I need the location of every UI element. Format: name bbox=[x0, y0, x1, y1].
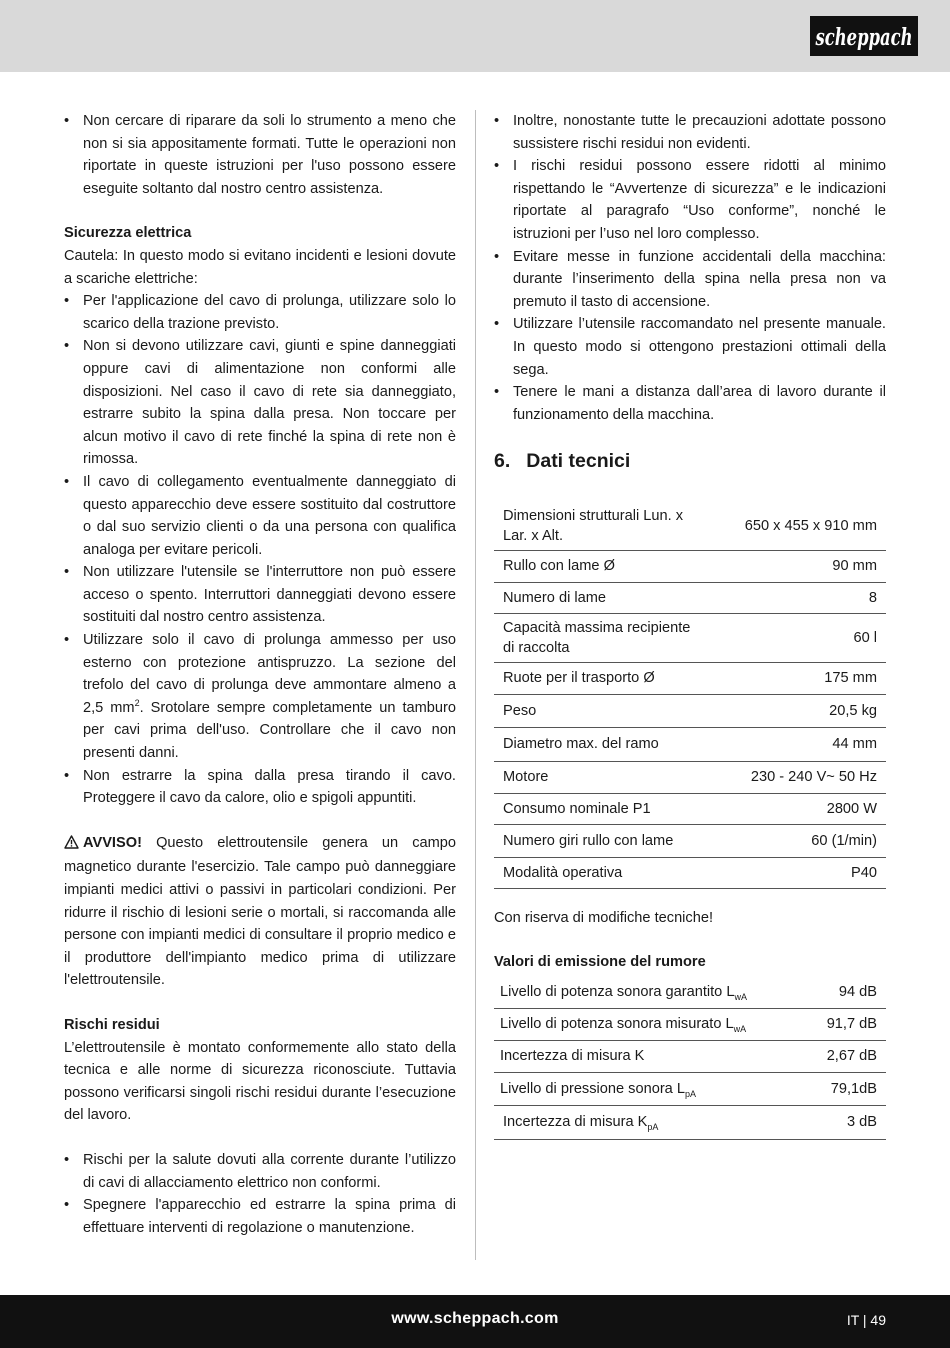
noise-label-subscript: pA bbox=[684, 1088, 696, 1099]
spec-label: Peso bbox=[494, 694, 736, 727]
noise-value: 3 dB bbox=[805, 1105, 886, 1139]
noise-label bbox=[494, 976, 805, 1008]
header-band bbox=[0, 0, 950, 72]
table-row bbox=[494, 1072, 886, 1105]
warning-label: AVVISO! bbox=[83, 834, 142, 851]
cable-text-b: . Srotolare sempre completamente un tamburo per cavi prima dell'uso. Controllare che il cavo non presenti danni. bbox=[83, 699, 456, 762]
spec-value: 175 mm bbox=[736, 662, 886, 694]
spec-label: Rullo con lame Ø bbox=[494, 550, 736, 582]
spec-value: P40 bbox=[736, 857, 886, 888]
section-number: 6. bbox=[494, 450, 511, 473]
warning-paragraph bbox=[64, 832, 456, 992]
residual-risks-list bbox=[64, 1149, 456, 1239]
table-row bbox=[494, 502, 886, 550]
technical-changes-note: Con riserva di modifiche tecniche! bbox=[494, 909, 714, 926]
table-row bbox=[494, 1040, 886, 1072]
spec-value: 60 l bbox=[736, 613, 886, 662]
noise-label-text: Incertezza di misura K bbox=[503, 1114, 648, 1130]
noise-label-subscript: wA bbox=[734, 991, 747, 1002]
residual-risks-heading: Rischi residui bbox=[64, 1016, 160, 1033]
column-divider bbox=[475, 110, 476, 1260]
noise-label bbox=[494, 1008, 805, 1040]
list-item bbox=[64, 629, 456, 765]
list-item: • Inoltre, nonostante tutte le precauzioni adottate possono sussistere rischi residui non evidenti. bbox=[494, 110, 886, 155]
technical-data-table bbox=[494, 502, 886, 889]
spec-value: 20,5 kg bbox=[736, 694, 886, 727]
section-heading bbox=[494, 448, 886, 474]
table-row bbox=[494, 582, 886, 613]
table-row bbox=[494, 1105, 886, 1139]
noise-label-text: Incertezza di misura K bbox=[500, 1048, 645, 1064]
spec-value: 44 mm bbox=[736, 727, 886, 761]
warning-text: Questo elettroutensile genera un campo magnetico durante l'esercizio. Tale campo può danneggiare impianti medici attivi o passivi in particolari condizioni. Per ridurre il rischio di lesioni serie o mortali, si raccomanda alle persone con impianti medici di consultare il proprio medico e il produttore dell'impianto medico prima di utilizzare l'elettroutensile. bbox=[64, 834, 456, 989]
cable-text-a: Utilizzare solo il cavo di prolunga ammesso per uso esterno con protezione antispruzzo. La sezione del trefolo del cavo di prolunga deve ammontare almeno a 2,5 mm bbox=[83, 632, 456, 716]
noise-label-subscript: wA bbox=[733, 1024, 747, 1034]
spec-label: Dimensioni strutturali Lun. x Lar. x Alt. bbox=[494, 502, 736, 550]
page-number: IT | 49 bbox=[846, 1312, 886, 1328]
spec-label: Ruote per il trasporto Ø bbox=[494, 662, 736, 694]
noise-label bbox=[494, 1105, 805, 1139]
list-item: • Utilizzare l’utensile raccomandato nel presente manuale. In questo modo si ottengono prestazioni ottimali della sega. bbox=[494, 313, 886, 381]
spec-value: 230 - 240 V~ 50 Hz bbox=[736, 761, 886, 793]
residual-risks-list-continued bbox=[494, 110, 886, 426]
footer-bar bbox=[0, 1295, 950, 1348]
list-item: • Non cercare di riparare da soli lo strumento a meno che non si sia appositamente formati. Tutte le operazioni non riportate in queste istruzioni per l'uso possono essere eseguite soltanto dal nostro centro assistenza. bbox=[64, 110, 456, 200]
list-item: • Rischi per la salute dovuti alla corrente durante l’utilizzo di cavi di allacciamento elettrico non conformi. bbox=[64, 1149, 456, 1194]
spec-value: 650 x 455 x 910 mm bbox=[736, 502, 886, 550]
squared-superscript: 2 bbox=[134, 697, 140, 708]
table-row bbox=[494, 662, 886, 694]
noise-label bbox=[494, 1072, 805, 1105]
list-item: • Evitare messe in funzione accidentali della macchina: durante l’inserimento della spina nella presa non va premuto il tasto di accensione. bbox=[494, 246, 886, 314]
spec-label: Numero giri rullo con lame bbox=[494, 824, 736, 857]
table-row bbox=[494, 761, 886, 793]
list-item: • Il cavo di collegamento eventualmente danneggiato di questo apparecchio deve essere sostituito dal costruttore o dal suo servizio clienti o da una persona con qualifica analoga per evitare pericoli. bbox=[64, 471, 456, 561]
brand-logo-text: scheppach bbox=[815, 23, 913, 51]
noise-label-subscript: pA bbox=[647, 1122, 659, 1132]
table-row bbox=[494, 550, 886, 582]
noise-value: 91,7 dB bbox=[805, 1008, 886, 1040]
noise-value: 94 dB bbox=[805, 976, 886, 1008]
spec-label: Consumo nominale P1 bbox=[494, 793, 736, 824]
spec-value: 90 mm bbox=[736, 550, 886, 582]
electrical-safety-list bbox=[64, 290, 456, 810]
table-row bbox=[494, 824, 886, 857]
spec-label: Motore bbox=[494, 761, 736, 793]
noise-label bbox=[494, 1040, 805, 1072]
noise-value: 79,1dB bbox=[805, 1072, 886, 1105]
residual-risks-text: L’elettroutensile è montato conformemente allo stato della tecnica e alle norme di sicurezza riconosciute. Tuttavia possono verificarsi singoli rischi residui durante l’esecuzione del lavoro. bbox=[64, 1039, 456, 1124]
left-column bbox=[64, 110, 456, 1239]
table-row bbox=[494, 694, 886, 727]
noise-heading: Valori di emissione del rumore bbox=[494, 954, 706, 971]
table-row bbox=[494, 1008, 886, 1040]
list-item: • Non si devono utilizzare cavi, giunti e spine danneggiati oppure cavi di alimentazione non conformi alle disposizioni. Nel caso il cavo di rete sia danneggiato, estrarre subito la spina dalla presa. Non toccare per alcun motivo il cavo di rete finché la spina di rete non è rimossa. bbox=[64, 335, 456, 471]
list-item: • Per l'applicazione del cavo di prolunga, utilizzare solo lo scarico della trazione previsto. bbox=[64, 290, 456, 335]
table-row bbox=[494, 857, 886, 888]
table-row bbox=[494, 727, 886, 761]
warning-triangle-icon bbox=[64, 834, 79, 857]
list-item: • Tenere le mani a distanza dall’area di lavoro durante il funzionamento della macchina. bbox=[494, 381, 886, 426]
spec-value: 2800 W bbox=[736, 793, 886, 824]
noise-label-text: Livello di pressione sonora L bbox=[500, 1080, 685, 1097]
table-row bbox=[494, 613, 886, 662]
noise-table bbox=[494, 976, 886, 1140]
table-row bbox=[494, 793, 886, 824]
noise-label-text: Livello di potenza sonora misurato L bbox=[500, 1016, 734, 1032]
noise-value: 2,67 dB bbox=[805, 1040, 886, 1072]
list-item: • Non estrarre la spina dalla presa tirando il cavo. Proteggere il cavo da calore, olio e spigoli appuntiti. bbox=[64, 765, 456, 810]
noise-label-text: Livello di potenza sonora garantito L bbox=[500, 983, 735, 1000]
electrical-safety-heading: Sicurezza elettrica bbox=[64, 225, 192, 242]
list-item: • Non utilizzare l'utensile se l'interruttore non può essere acceso o spento. Interruttori danneggiati devono essere sostituiti dal nostro centro assistenza. bbox=[64, 561, 456, 629]
spec-value: 60 (1/min) bbox=[736, 824, 886, 857]
spec-label: Capacità massima recipiente di raccolta bbox=[494, 613, 736, 662]
spec-label: Modalità operativa bbox=[494, 857, 736, 888]
electrical-safety-intro: Cautela: In questo modo si evitano incidenti e lesioni dovute a scariche elettriche: bbox=[64, 247, 456, 287]
spec-label: Diametro max. del ramo bbox=[494, 727, 736, 761]
spec-value: 8 bbox=[736, 582, 886, 613]
brand-logo bbox=[810, 16, 918, 56]
spec-label: Numero di lame bbox=[494, 582, 736, 613]
bullet-list-intro bbox=[64, 110, 456, 200]
section-title: Dati tecnici bbox=[526, 450, 631, 473]
list-item: • Spegnere l'apparecchio ed estrarre la spina prima di effettuare interventi di regolazione o manutenzione. bbox=[64, 1194, 456, 1239]
right-column bbox=[494, 110, 886, 1140]
footer-website-link[interactable]: www.scheppach.com bbox=[391, 1310, 559, 1327]
table-row bbox=[494, 976, 886, 1008]
list-item: • I rischi residui possono essere ridotti al minimo rispettando le “Avvertenze di sicurezza” e le indicazioni riportate al paragrafo “Uso conforme”, nonché le istruzioni per l’uso nel loro complesso. bbox=[494, 155, 886, 245]
